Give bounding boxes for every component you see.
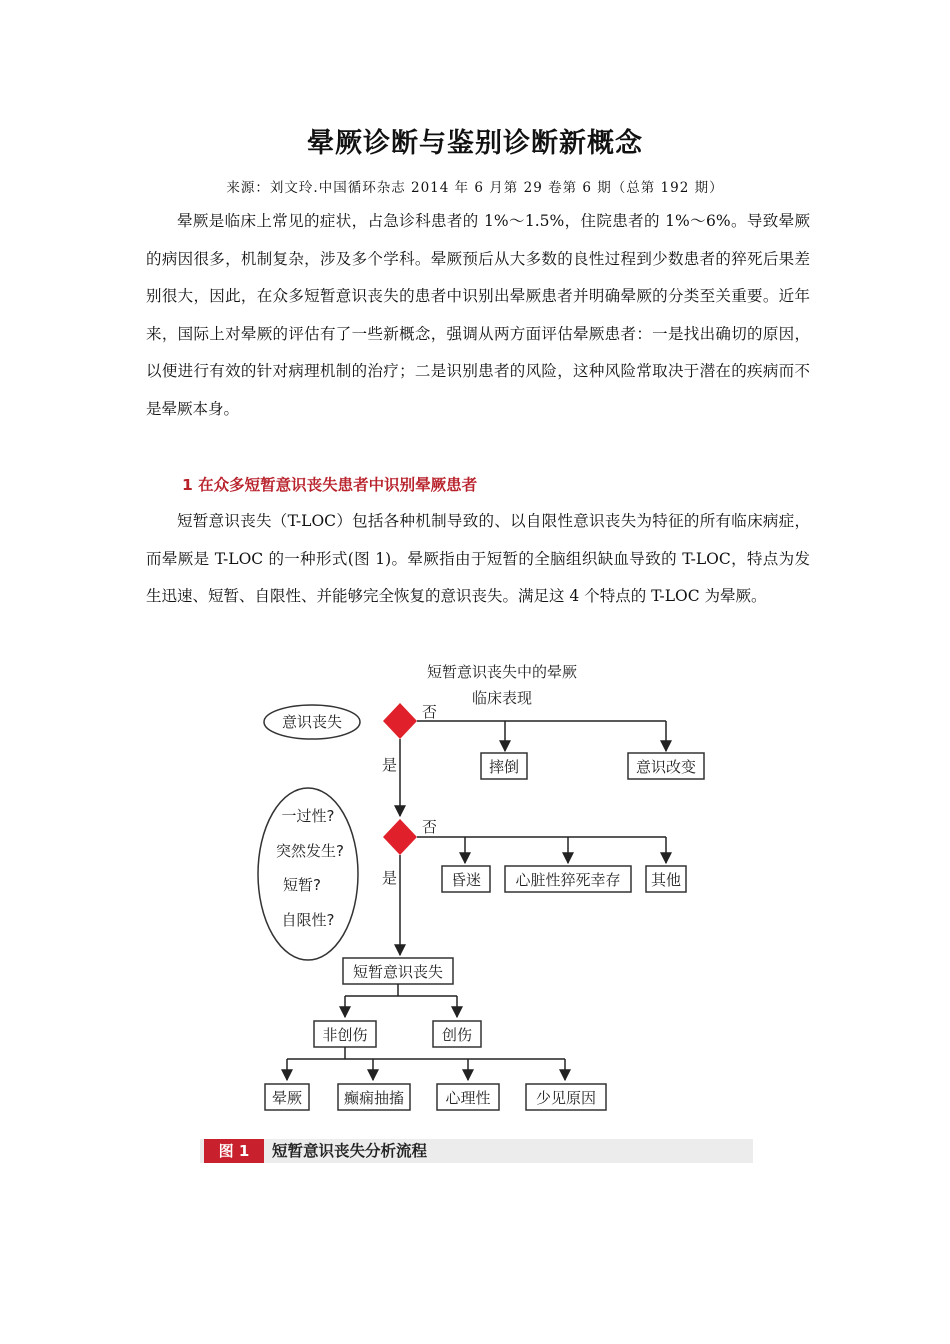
caption-number: 图 1 [204,1139,264,1163]
box-epilepsy-label: 癫痫抽搐 [343,1089,405,1107]
yes-label-1: 是 [382,756,398,774]
box-tloc-label: 短暂意识丧失 [352,963,444,981]
decision-diamond-2 [383,819,417,855]
intro-paragraph: 晕厥是临床上常见的症状，占急诊科患者的 1%～1.5%，住院患者的 1%～6%。导致晕厥的病因很多，机制复杂，涉及多个学科。晕厥预后从大多数的良性过程到少数患者的猝死后果差别很大，因此，在众多短暂意识丧失的患者中识别出晕厥患者并明确晕厥的分类至关重要。近年来，国际上对晕厥的评估有了一些新概念，强调从两方面评估晕厥患者：一是找出确切的原因，以便进行有效的针对病理机制的治疗；二是识别患者的风险，这种风险常取决于潜在的疾病而不是晕厥本身。 [146,212,810,418]
box-fall-label: 摔倒 [488,758,520,776]
box-non-trauma-label: 非创伤 [322,1026,368,1044]
no-label-2: 否 [422,818,438,836]
box-rare-label: 少见原因 [535,1089,597,1107]
box-altered-label: 意识改变 [635,758,697,776]
page-title: 晕厥诊断与鉴别诊断新概念 [307,128,643,159]
box-scd-label: 心脏性猝死幸存 [515,871,621,889]
section-heading: 1 在众多短暂意识丧失患者中识别晕厥患者 [182,476,478,494]
source-line: 来源：刘文玲.中国循环杂志 2014 年 6 月第 29 卷第 6 期（总第 192 期） [226,180,724,196]
no-label-1: 否 [422,703,438,721]
loc-oval-label: 意识丧失 [281,713,343,731]
box-trauma-label: 创伤 [441,1026,473,1044]
decision-diamond-1 [383,703,417,739]
figure-1 [200,655,760,1175]
box-other-label: 其他 [650,871,682,889]
caption-text: 短暂意识丧失分析流程 [272,1142,428,1160]
yes-label-2: 是 [382,869,398,887]
section-paragraph: 短暂意识丧失（T-LOC）包括各种机制导致的、以自限性意识丧失为特征的所有临床病症，而晕厥是 T-LOC 的一种形式(图 1)。晕厥指由于短暂的全脑组织缺血导致的 T-LOC，特点为发生迅速、短暂、自限性、并能够完全恢复的意识丧失。满足这 4 个特点的 T-LOC 为晕厥。 [146,512,810,605]
box-syncope-label: 晕厥 [271,1089,303,1107]
box-psych-label: 心理性 [445,1089,491,1107]
chart-header-1: 短暂意识丧失中的晕厥 [426,663,578,681]
figure-caption [200,1139,753,1163]
criterion-4: 自限性? [281,911,335,929]
flowchart [200,655,760,1135]
box-coma-label: 昏迷 [450,871,482,889]
criterion-2: 突然发生? [276,842,344,860]
criterion-3: 短暂? [283,876,321,894]
criterion-1: 一过性? [281,807,335,825]
chart-header-2: 临床表现 [471,689,533,707]
